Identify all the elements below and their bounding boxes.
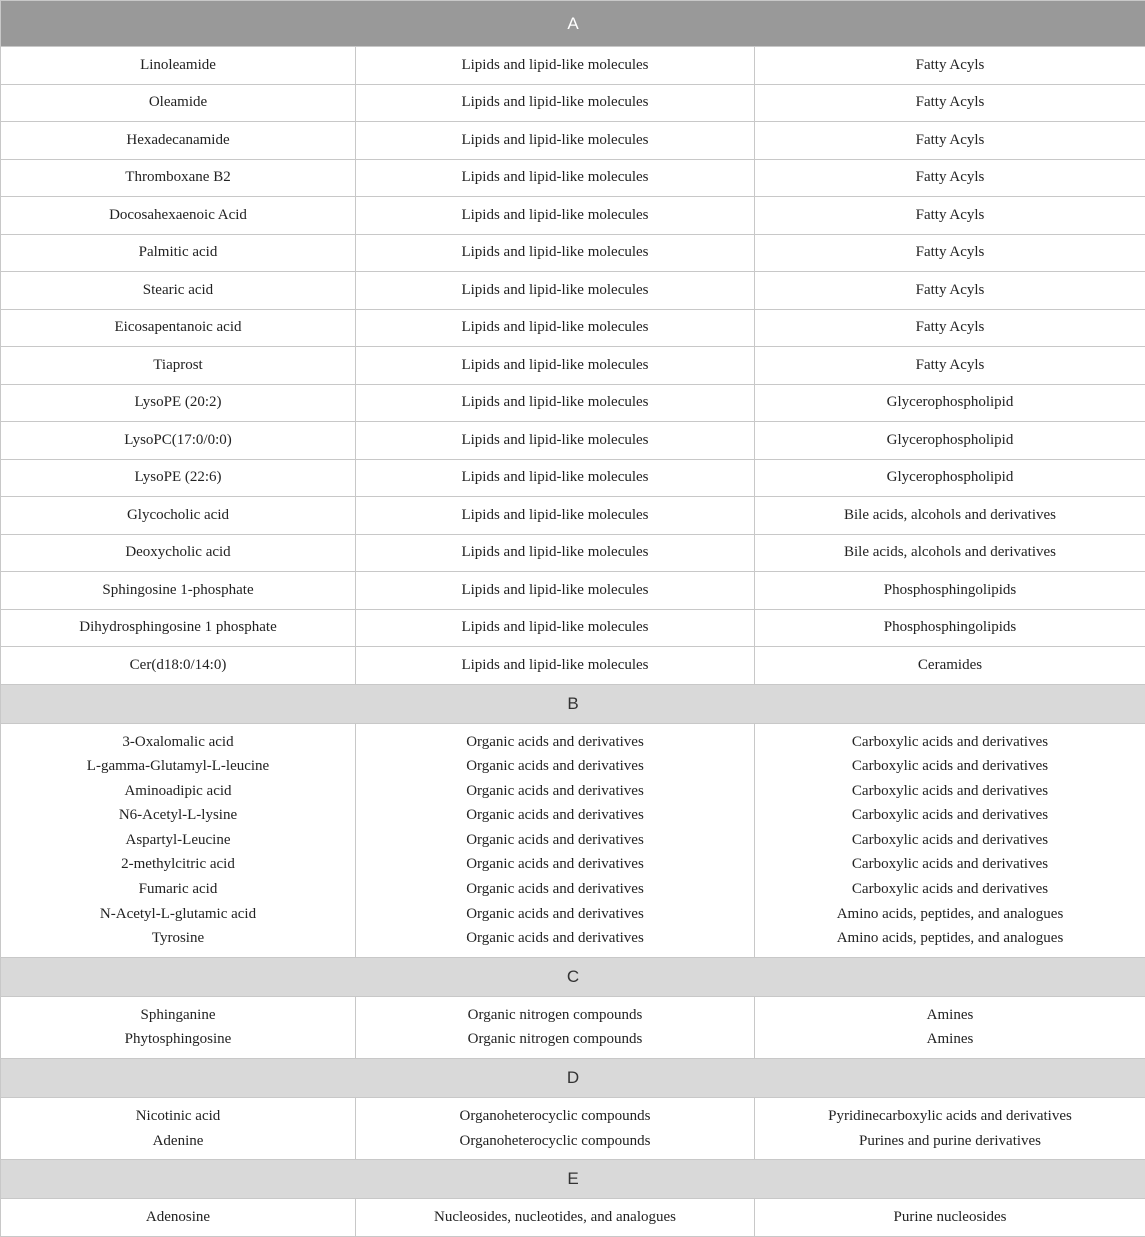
superclass-cell: Lipids and lipid-like molecules [356,84,755,122]
superclass-cell: Lipids and lipid-like molecules [356,234,755,272]
cell-line: Carboxylic acids and derivatives [755,803,1145,828]
superclass-cell: Lipids and lipid-like molecules [356,47,755,85]
section-label: A [1,1,1145,47]
class-cell: Purine nucleosides [755,1199,1145,1237]
table-body [1,1,1145,1237]
class-cell: Bile acids, alcohols and derivatives [755,534,1145,572]
table-row [1,422,1145,460]
section-label: D [1,1059,1145,1098]
table-row [1,609,1145,647]
superclass-cell: Lipids and lipid-like molecules [356,309,755,347]
class-cell [755,1098,1145,1160]
cell-line: Fumaric acid [1,877,355,902]
section-header-row [1,1059,1145,1098]
cell-line: Amino acids, peptides, and analogues [755,902,1145,927]
class-cell: Glycerophospholipid [755,459,1145,497]
compound-cell: LysoPE (22:6) [1,459,356,497]
superclass-cell: Lipids and lipid-like molecules [356,609,755,647]
cell-line: Organic nitrogen compounds [356,1003,754,1028]
table-row [1,384,1145,422]
table-row [1,272,1145,310]
cell-line: Organic acids and derivatives [356,852,754,877]
cell-line: Organic nitrogen compounds [356,1027,754,1052]
section-header-row [1,957,1145,996]
table-row [1,534,1145,572]
cell-line: Amino acids, peptides, and analogues [755,926,1145,951]
compound-cell: Thromboxane B2 [1,159,356,197]
section-label: C [1,957,1145,996]
cell-line: Carboxylic acids and derivatives [755,877,1145,902]
cell-line: Organic acids and derivatives [356,877,754,902]
compound-cell: Deoxycholic acid [1,534,356,572]
superclass-cell [356,1098,755,1160]
compound-cell: LysoPC(17:0/0:0) [1,422,356,460]
superclass-cell: Lipids and lipid-like molecules [356,272,755,310]
cell-line: Sphinganine [1,1003,355,1028]
compound-cell: Cer(d18:0/14:0) [1,647,356,685]
class-cell: Fatty Acyls [755,272,1145,310]
cell-line: Carboxylic acids and derivatives [755,828,1145,853]
class-cell: Fatty Acyls [755,47,1145,85]
cell-line: N6-Acetyl-L-lysine [1,803,355,828]
class-cell: Fatty Acyls [755,234,1145,272]
table-row [1,84,1145,122]
cell-line: Carboxylic acids and derivatives [755,754,1145,779]
cell-line: Purines and purine derivatives [755,1129,1145,1154]
compound-cell: Tiaprost [1,347,356,385]
superclass-cell: Lipids and lipid-like molecules [356,497,755,535]
class-cell [755,996,1145,1058]
superclass-cell: Lipids and lipid-like molecules [356,384,755,422]
superclass-cell: Lipids and lipid-like molecules [356,159,755,197]
table-row [1,197,1145,235]
class-cell: Glycerophospholipid [755,384,1145,422]
superclass-cell: Lipids and lipid-like molecules [356,422,755,460]
superclass-cell [356,723,755,957]
cell-line: Aminoadipic acid [1,779,355,804]
compound-cell: Palmitic acid [1,234,356,272]
superclass-cell: Lipids and lipid-like molecules [356,572,755,610]
cell-line: Aspartyl-Leucine [1,828,355,853]
cell-line: Organic acids and derivatives [356,754,754,779]
cell-line: Nicotinic acid [1,1104,355,1129]
cell-line: Amines [755,1003,1145,1028]
table-row [1,572,1145,610]
table-row [1,347,1145,385]
class-cell: Bile acids, alcohols and derivatives [755,497,1145,535]
compound-cell: Eicosapentanoic acid [1,309,356,347]
superclass-cell: Nucleosides, nucleotides, and analogues [356,1199,755,1237]
compound-cell: Sphingosine 1-phosphate [1,572,356,610]
superclass-cell: Lipids and lipid-like molecules [356,647,755,685]
cell-line: Organic acids and derivatives [356,730,754,755]
class-cell: Fatty Acyls [755,122,1145,160]
cell-line: 2-methylcitric acid [1,852,355,877]
section-header-row [1,1160,1145,1199]
cell-line: Adenine [1,1129,355,1154]
table-row [1,1199,1145,1237]
class-cell: Fatty Acyls [755,84,1145,122]
cell-line: Amines [755,1027,1145,1052]
class-cell: Glycerophospholipid [755,422,1145,460]
cell-line: Phytosphingosine [1,1027,355,1052]
cell-line: Tyrosine [1,926,355,951]
section-label: B [1,684,1145,723]
table-row-group [1,723,1145,957]
compound-cell: Docosahexaenoic Acid [1,197,356,235]
table-row [1,159,1145,197]
cell-line: Carboxylic acids and derivatives [755,730,1145,755]
table-row [1,497,1145,535]
class-cell: Ceramides [755,647,1145,685]
superclass-cell: Lipids and lipid-like molecules [356,122,755,160]
cell-line: N-Acetyl-L-glutamic acid [1,902,355,927]
cell-line: Organoheterocyclic compounds [356,1104,754,1129]
class-cell: Fatty Acyls [755,159,1145,197]
table-row [1,309,1145,347]
table-row [1,234,1145,272]
class-cell: Fatty Acyls [755,347,1145,385]
compound-cell: Dihydrosphingosine 1 phosphate [1,609,356,647]
compound-cell: Adenosine [1,1199,356,1237]
cell-line: Organoheterocyclic compounds [356,1129,754,1154]
superclass-cell: Lipids and lipid-like molecules [356,347,755,385]
compound-cell [1,996,356,1058]
cell-line: Carboxylic acids and derivatives [755,852,1145,877]
class-cell: Fatty Acyls [755,309,1145,347]
cell-line: Organic acids and derivatives [356,779,754,804]
class-cell: Fatty Acyls [755,197,1145,235]
superclass-cell: Lipids and lipid-like molecules [356,197,755,235]
cell-line: Organic acids and derivatives [356,926,754,951]
cell-line: Pyridinecarboxylic acids and derivatives [755,1104,1145,1129]
compound-cell: Oleamide [1,84,356,122]
cell-line: Organic acids and derivatives [356,803,754,828]
class-cell: Phosphosphingolipids [755,609,1145,647]
cell-line: L-gamma-Glutamyl-L-leucine [1,754,355,779]
class-cell: Phosphosphingolipids [755,572,1145,610]
compound-cell: Stearic acid [1,272,356,310]
table-row-group [1,1098,1145,1160]
compound-cell [1,723,356,957]
table-row [1,47,1145,85]
class-cell [755,723,1145,957]
cell-line: 3-Oxalomalic acid [1,730,355,755]
superclass-cell: Lipids and lipid-like molecules [356,459,755,497]
table-row [1,122,1145,160]
section-header-row [1,1,1145,47]
table-row [1,459,1145,497]
table-row-group [1,996,1145,1058]
table-row [1,647,1145,685]
compound-cell: Glycocholic acid [1,497,356,535]
cell-line: Organic acids and derivatives [356,828,754,853]
section-label: E [1,1160,1145,1199]
compound-cell: LysoPE (20:2) [1,384,356,422]
section-header-row [1,684,1145,723]
cell-line: Organic acids and derivatives [356,902,754,927]
compound-cell: Linoleamide [1,47,356,85]
cell-line: Carboxylic acids and derivatives [755,779,1145,804]
superclass-cell: Lipids and lipid-like molecules [356,534,755,572]
superclass-cell [356,996,755,1058]
compound-cell [1,1098,356,1160]
compound-cell: Hexadecanamide [1,122,356,160]
